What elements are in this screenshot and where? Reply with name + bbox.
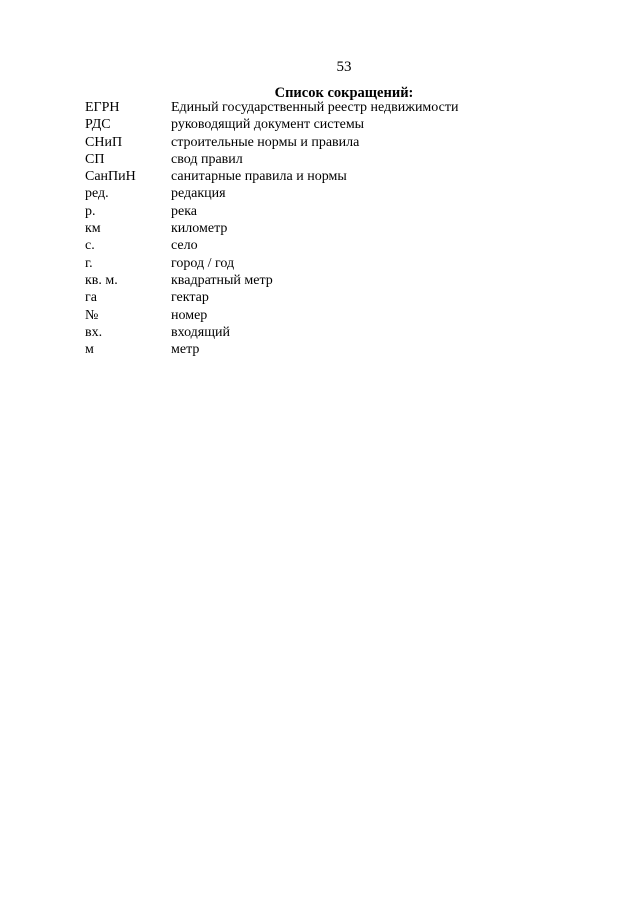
- abbreviation-term: РДС: [85, 117, 111, 133]
- abbreviation-definition: входящий: [171, 324, 231, 340]
- abbreviation-term: с.: [85, 238, 95, 254]
- abbreviation-row: [85, 324, 458, 341]
- abbreviation-definition: строительные нормы и правила: [171, 134, 360, 150]
- abbreviation-row: [85, 203, 458, 220]
- abbreviation-row: [85, 341, 458, 358]
- abbreviation-term: СП: [85, 151, 105, 167]
- abbreviation-row: [85, 255, 458, 272]
- abbreviation-row: [85, 237, 458, 254]
- page-title: Список сокращений:: [274, 85, 414, 101]
- abbreviation-row: [85, 289, 458, 306]
- abbreviation-term: г.: [85, 255, 93, 271]
- abbreviation-term: м: [85, 342, 94, 358]
- abbreviation-definition: Единый государственный реестр недвижимости: [171, 100, 459, 115]
- abbreviation-term: га: [85, 290, 97, 306]
- abbreviation-row: [85, 185, 458, 202]
- abbreviation-row: [85, 168, 458, 185]
- abbreviation-term: вх.: [85, 324, 103, 340]
- abbreviation-term: ред.: [85, 186, 109, 202]
- abbreviation-row: [85, 151, 458, 168]
- abbreviation-row: [85, 272, 458, 289]
- abbreviation-row: [85, 307, 458, 324]
- abbreviation-term: р.: [85, 203, 96, 219]
- abbreviation-list: [85, 99, 458, 358]
- abbreviation-definition: гектар: [171, 290, 209, 306]
- abbreviation-definition: река: [171, 203, 198, 219]
- abbreviation-definition: село: [171, 238, 198, 254]
- abbreviation-definition: метр: [171, 342, 200, 358]
- abbreviation-definition: километр: [171, 221, 228, 237]
- abbreviation-term: ЕГРН: [85, 100, 120, 115]
- abbreviation-row: [85, 134, 458, 151]
- abbreviation-definition: свод правил: [171, 151, 243, 167]
- abbreviation-term: кв. м.: [85, 272, 118, 288]
- abbreviation-term: км: [85, 221, 101, 237]
- abbreviation-definition: квадратный метр: [171, 272, 273, 288]
- abbreviation-row: [85, 220, 458, 237]
- page-number: 53: [336, 59, 352, 75]
- abbreviation-definition: санитарные правила и нормы: [171, 169, 347, 185]
- abbreviation-term: СанПиН: [85, 169, 136, 185]
- abbreviation-definition: номер: [171, 307, 208, 323]
- abbreviation-definition: руководящий документ системы: [171, 117, 365, 133]
- abbreviation-term: СНиП: [85, 134, 123, 150]
- abbreviation-row: [85, 116, 458, 133]
- abbreviation-definition: редакция: [171, 186, 226, 202]
- abbreviation-term: №: [85, 307, 99, 323]
- abbreviation-row: [85, 99, 458, 116]
- abbreviation-definition: город / год: [171, 255, 235, 271]
